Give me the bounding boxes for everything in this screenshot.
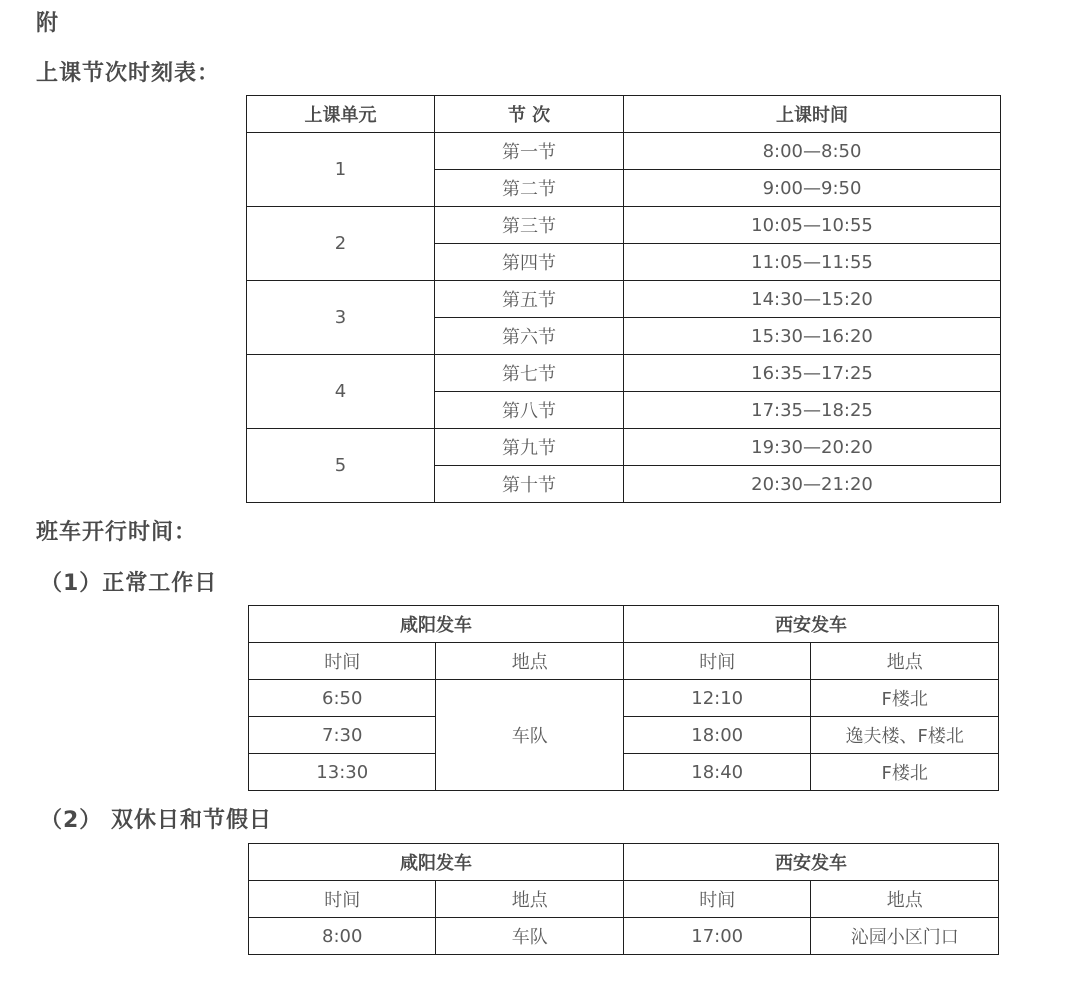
period-cell: 第五节 (435, 281, 624, 318)
time-cell: 10:05—10:55 (624, 207, 1001, 244)
xian-place-cell: F楼北 (811, 754, 999, 791)
sub-header-time: 时间 (623, 881, 810, 918)
group-header-row (249, 606, 999, 643)
unit-cell: 5 (247, 429, 435, 503)
table-row (249, 754, 999, 791)
xianyang-departure-header: 咸阳发车 (249, 844, 624, 881)
unit-cell: 3 (247, 281, 435, 355)
xian-place-cell: 逸夫楼、F楼北 (811, 717, 999, 754)
unit-cell: 4 (247, 355, 435, 429)
period-cell: 第八节 (435, 392, 624, 429)
schedule-title: 上课节次时刻表： (36, 61, 221, 86)
weekend-heading: （2） 双休日和节假日 (40, 808, 272, 833)
period-cell: 第三节 (435, 207, 624, 244)
period-cell: 第一节 (435, 133, 624, 170)
period-cell: 第七节 (435, 355, 624, 392)
bus-title: 班车开行时间： (36, 520, 198, 545)
sub-header-row (249, 643, 999, 680)
sub-header-place: 地点 (436, 881, 623, 918)
table-row (247, 281, 1001, 318)
period-cell: 第四节 (435, 244, 624, 281)
xian-time-cell: 17:00 (623, 918, 810, 955)
weekend-bus-table (248, 843, 999, 955)
time-cell: 11:05—11:55 (624, 244, 1001, 281)
time-cell: 15:30—16:20 (624, 318, 1001, 355)
time-cell: 14:30—15:20 (624, 281, 1001, 318)
time-cell: 19:30—20:20 (624, 429, 1001, 466)
xianyang-time-cell: 8:00 (249, 918, 436, 955)
table-header-row (247, 96, 1001, 133)
time-cell: 9:00—9:50 (624, 170, 1001, 207)
xianyang-departure-header: 咸阳发车 (249, 606, 624, 643)
table-row (249, 680, 999, 717)
sub-header-time: 时间 (623, 643, 810, 680)
unit-cell: 2 (247, 207, 435, 281)
xian-place-cell: F楼北 (811, 680, 999, 717)
table-row (247, 429, 1001, 466)
header-unit: 上课单元 (247, 96, 435, 133)
xianyang-place-cell: 车队 (436, 680, 623, 791)
workday-heading: （1）正常工作日 (40, 571, 218, 596)
period-cell: 第十节 (435, 466, 624, 503)
table-row (247, 207, 1001, 244)
xian-place-cell: 沁园小区门口 (811, 918, 999, 955)
table-row (247, 355, 1001, 392)
table-row (249, 918, 999, 955)
xian-departure-header: 西安发车 (623, 606, 998, 643)
sub-header-place: 地点 (436, 643, 623, 680)
table-row (249, 717, 999, 754)
xianyang-time-cell: 13:30 (249, 754, 436, 791)
class-schedule-table (246, 95, 1001, 503)
sub-header-time: 时间 (249, 881, 436, 918)
xianyang-time-cell: 7:30 (249, 717, 436, 754)
appendix-label: 附 (36, 11, 60, 36)
header-period: 节 次 (435, 96, 624, 133)
unit-cell: 1 (247, 133, 435, 207)
xian-time-cell: 12:10 (623, 680, 810, 717)
sub-header-place: 地点 (811, 881, 999, 918)
time-cell: 16:35—17:25 (624, 355, 1001, 392)
table-row (247, 133, 1001, 170)
time-cell: 20:30—21:20 (624, 466, 1001, 503)
period-cell: 第二节 (435, 170, 624, 207)
time-cell: 8:00—8:50 (624, 133, 1001, 170)
xianyang-place-cell: 车队 (436, 918, 623, 955)
xian-time-cell: 18:40 (623, 754, 810, 791)
xianyang-time-cell: 6:50 (249, 680, 436, 717)
workday-bus-table (248, 605, 999, 791)
group-header-row (249, 844, 999, 881)
xian-departure-header: 西安发车 (623, 844, 998, 881)
period-cell: 第九节 (435, 429, 624, 466)
sub-header-row (249, 881, 999, 918)
xian-time-cell: 18:00 (623, 717, 810, 754)
header-time: 上课时间 (624, 96, 1001, 133)
period-cell: 第六节 (435, 318, 624, 355)
time-cell: 17:35—18:25 (624, 392, 1001, 429)
sub-header-place: 地点 (811, 643, 999, 680)
sub-header-time: 时间 (249, 643, 436, 680)
